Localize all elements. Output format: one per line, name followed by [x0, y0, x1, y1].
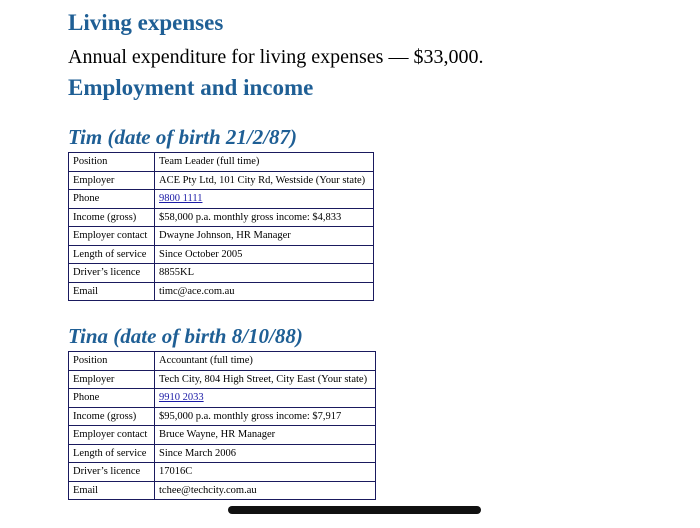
table-row: [69, 370, 376, 389]
row-value: Tech City, 804 High Street, City East (Your state): [155, 370, 376, 389]
living-expenses-heading: Living expenses: [68, 10, 224, 35]
tim-heading: Tim (date of birth 21/2/87): [68, 125, 298, 149]
table-row: [69, 352, 376, 371]
table-row: [69, 481, 376, 500]
row-value: Bruce Wayne, HR Manager: [155, 426, 376, 445]
row-label: Employer: [69, 370, 155, 389]
row-label: Email: [69, 481, 155, 500]
row-label: Driver’s licence: [69, 463, 155, 482]
tina-heading: Tina (date of birth 8/10/88): [68, 324, 303, 348]
row-value: Accountant (full time): [155, 352, 376, 371]
table-row: [69, 245, 374, 264]
row-label: Employer: [69, 171, 155, 190]
row-value: ACE Pty Ltd, 101 City Rd, Westside (Your state): [155, 171, 374, 190]
row-value: Dwayne Johnson, HR Manager: [155, 227, 374, 246]
row-label: Income (gross): [69, 407, 155, 426]
table-row: [69, 444, 376, 463]
row-value: tchee@techcity.com.au: [155, 481, 376, 500]
tina-table: [68, 351, 376, 500]
row-value: Team Leader (full time): [155, 153, 374, 172]
row-label: Phone: [69, 389, 155, 408]
table-row: [69, 463, 376, 482]
row-label: Email: [69, 282, 155, 301]
row-value: 8855KL: [155, 264, 374, 283]
employment-income-heading: Employment and income: [68, 75, 314, 100]
row-label: Income (gross): [69, 208, 155, 227]
row-label: Employer contact: [69, 227, 155, 246]
row-value: [155, 389, 376, 408]
row-value: Since March 2006: [155, 444, 376, 463]
table-row: [69, 153, 374, 172]
row-label: Length of service: [69, 245, 155, 264]
row-value: $58,000 p.a. monthly gross income: $4,833: [155, 208, 374, 227]
row-label: Phone: [69, 190, 155, 209]
table-row: [69, 389, 376, 408]
row-label: Position: [69, 352, 155, 371]
row-value: $95,000 p.a. monthly gross income: $7,917: [155, 407, 376, 426]
horizontal-scrollbar[interactable]: [228, 506, 481, 514]
row-value: timc@ace.com.au: [155, 282, 374, 301]
row-value: 17016C: [155, 463, 376, 482]
phone-link[interactable]: 9910 2033: [159, 392, 204, 404]
table-row: [69, 190, 374, 209]
table-row: [69, 407, 376, 426]
row-value: Since October 2005: [155, 245, 374, 264]
table-row: [69, 426, 376, 445]
table-row: [69, 282, 374, 301]
row-value: [155, 190, 374, 209]
phone-link[interactable]: 9800 1111: [159, 193, 203, 205]
row-label: Position: [69, 153, 155, 172]
table-row: [69, 208, 374, 227]
row-label: Length of service: [69, 444, 155, 463]
row-label: Driver’s licence: [69, 264, 155, 283]
tim-table: [68, 152, 374, 301]
living-expenses-text: Annual expenditure for living expenses — $33,000.: [68, 46, 484, 68]
table-row: [69, 264, 374, 283]
table-row: [69, 227, 374, 246]
row-label: Employer contact: [69, 426, 155, 445]
table-row: [69, 171, 374, 190]
